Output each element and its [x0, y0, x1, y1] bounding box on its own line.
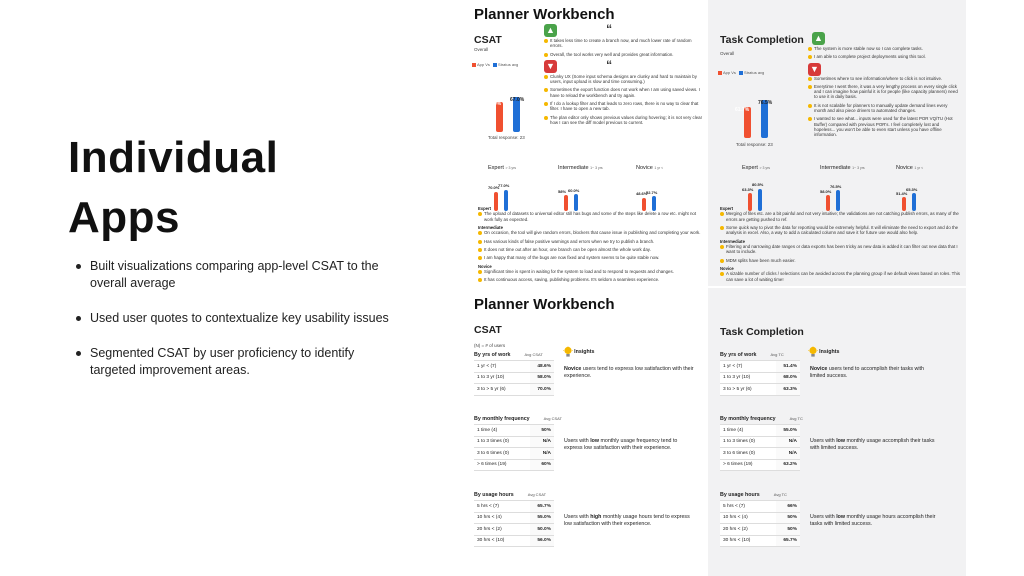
- row-value: 65.7%: [776, 535, 800, 547]
- insight-text: [810, 366, 940, 379]
- group-header: [720, 416, 960, 422]
- insight-text: [810, 438, 940, 451]
- segment-quote: Has various kinds of false positive warnings and errors when we try to publish a branch.: [478, 239, 702, 244]
- row-value: 60%: [530, 459, 554, 471]
- segment-quote: Significant time is spent in waiting for the system to load and to respond to requests and changes.: [478, 269, 702, 274]
- segment-quote: Filtering and narrowing date ranges or data exports has been tricky as new data is added it can filter out new data that I want to include.: [720, 244, 960, 255]
- segment-table: [720, 500, 800, 547]
- bullet-item: Segmented CSAT by user proficiency to identify targeted improvement areas.: [74, 345, 394, 379]
- task-completion-segment-panel: [708, 288, 966, 576]
- insights-label: Insights: [574, 349, 595, 356]
- row-value: 66%: [776, 501, 800, 513]
- bullet-list: [74, 258, 394, 397]
- group-title: By yrs of work: [474, 352, 511, 358]
- bullet-item: Used user quotes to contextualize key usability issues: [74, 310, 394, 327]
- total-response: Total response: 23: [736, 142, 773, 147]
- table-row: [474, 361, 554, 373]
- row-label: 20 hrs < (2): [720, 524, 776, 536]
- segment-quote-heading: Novice: [478, 263, 492, 269]
- insight-post: users tend to accomplish their tasks with limited success.: [810, 366, 924, 379]
- insight-bold: Novice: [564, 366, 582, 372]
- row-label: 10 hrs < (4): [474, 512, 530, 524]
- value-stratus: 76.5%: [758, 100, 773, 107]
- legend-stratus-swatch: [493, 63, 497, 67]
- legend-app-label: App Vs: [723, 70, 736, 75]
- segment-table: [474, 500, 554, 547]
- segment-table: [474, 360, 554, 396]
- metric-title: Task Completion: [720, 34, 804, 46]
- group-header: [474, 416, 704, 422]
- row-value: 65.7%: [530, 501, 554, 513]
- table-row: [474, 512, 554, 524]
- insight-text: [564, 366, 694, 379]
- group-header: [474, 492, 704, 498]
- row-value: 58.0%: [530, 372, 554, 384]
- insight-post: users tend to express low satisfaction with their experience.: [564, 366, 694, 379]
- table-row: [720, 512, 800, 524]
- insight-pre: Users with: [564, 438, 591, 444]
- segment-name: Novice: [636, 165, 653, 171]
- insight-bold: Novice: [810, 366, 828, 372]
- group-header: [720, 492, 960, 498]
- segment-quote-heading: Intermediate: [720, 238, 745, 244]
- column-header: Avg TC: [770, 352, 784, 357]
- group-title: By monthly frequency: [474, 416, 530, 422]
- value-app: 58.0%: [487, 101, 502, 108]
- segment-table: [720, 360, 800, 396]
- table-row: [474, 524, 554, 536]
- table-row: [474, 384, 554, 396]
- column-header: Avg CSAT: [543, 416, 562, 421]
- metric-title: Task Completion: [720, 326, 804, 338]
- segment-quote: It has continuous access, saving, publishing problems. It's seldom a seamless experience.: [478, 277, 702, 282]
- total-response: Total response: 23: [488, 135, 525, 140]
- row-value: N/A: [530, 436, 554, 448]
- row-value: 63.3%: [776, 384, 800, 396]
- segment-tag: 1 yr <: [654, 166, 664, 170]
- quote-mark-icon: “: [606, 22, 613, 36]
- segment-quote-heading: Expert: [478, 206, 492, 211]
- value-app: 70.0%: [488, 185, 500, 191]
- csat-segment-panel: [466, 288, 706, 576]
- row-label: 1 yr < (7): [474, 361, 530, 373]
- insight-post: monthly usage hours tend to express low satisfaction with their experience.: [564, 514, 690, 527]
- table-row: [474, 436, 554, 448]
- value-stratus: 80.5%: [752, 182, 764, 188]
- table-row: [720, 384, 800, 396]
- insight-post: monthly usage accomplish their tasks with limited success.: [810, 438, 935, 451]
- segment-group: [720, 416, 960, 471]
- negative-quote: Everytime I went there, it was a very lengthy process on every single click and I can imagine how painful it is for people (like capacity planners) need to use it in daily basis.: [808, 84, 958, 100]
- group-header: [474, 352, 704, 358]
- segment-quote: Merging of files etc. are a bit painful and not very intuitive; the validations are not catching publish errors, as many of the errors are getting pushed to ref.: [720, 211, 960, 222]
- segment-name: Intermediate: [820, 165, 851, 171]
- row-value: N/A: [776, 448, 800, 460]
- segment-tag: 1~ 3 yrs: [590, 166, 603, 170]
- column-header: Avg CSAT: [527, 492, 547, 497]
- table-row: [474, 501, 554, 513]
- segment-group: [720, 352, 960, 396]
- negative-quote: If I do a lookup filter and that leads to zero rows, there is no way to clear that filter. I have to open a new tab.: [544, 101, 704, 112]
- table-row: [720, 501, 800, 513]
- insight-text: [564, 514, 694, 527]
- value-app: 58%: [558, 188, 567, 194]
- segment-name: Expert: [742, 165, 758, 171]
- legend-stratus-label: Stratus avg: [498, 62, 519, 67]
- segment-group: [474, 416, 704, 471]
- row-label: 1 time (4): [720, 425, 776, 437]
- row-label: 1 to 3 times (0): [474, 436, 530, 448]
- table-row: [474, 459, 554, 471]
- table-row: [474, 448, 554, 460]
- overall-chart: [488, 72, 536, 132]
- legend-app-swatch: [472, 63, 476, 67]
- segment-group: [474, 492, 704, 547]
- segment-quote: MDM splits have been much easier.: [720, 258, 960, 263]
- segment-group: [474, 352, 704, 396]
- insights-label: Insights: [819, 349, 840, 356]
- csat-overview-panel: [466, 0, 706, 286]
- value-app: 48.6%: [636, 191, 648, 197]
- row-label: 30 hrs < (10): [720, 535, 776, 547]
- legend-app-swatch: [718, 71, 722, 75]
- positive-quote: The system is more stable now so I can complete tasks.: [808, 46, 958, 51]
- segment-quote: On occasion, the tool will give random errors, blockers that cause issue in publishing and completing your work.: [478, 230, 702, 235]
- table-row: [720, 436, 800, 448]
- slide-title: Individual Apps: [68, 133, 279, 242]
- quote-mark-icon: “: [606, 57, 613, 72]
- table-row: [720, 425, 800, 437]
- row-value: N/A: [530, 448, 554, 460]
- row-value: 55.0%: [530, 512, 554, 524]
- segment-group: [720, 492, 960, 547]
- value-stratus: 60.0%: [568, 188, 580, 194]
- metric-title: CSAT: [474, 324, 502, 336]
- negative-quote: Clunky UX (Some input schema designs are clunky and hard to maintain by users, input upload is slow and time consuming.): [544, 74, 704, 85]
- row-label: 5 hrs < (7): [720, 501, 776, 513]
- legend: [716, 70, 764, 75]
- value-app: 63.3%: [742, 187, 754, 193]
- table-row: [720, 372, 800, 384]
- row-label: 3 to 6 times (0): [474, 448, 530, 460]
- value-stratus: 65.3%: [906, 186, 918, 192]
- legend-stratus-label: Stratus avg: [744, 70, 765, 75]
- row-value: 50%: [776, 512, 800, 524]
- insight-bold: low: [836, 514, 846, 520]
- segment-quote-heading: Expert: [720, 206, 734, 211]
- segment-quote: The upload of datasets to universal editor still has bugs and some of the steps like delete a row etc. might not work fully as expected.: [478, 211, 702, 222]
- thumbs-down-icon: ▼: [544, 60, 557, 73]
- segment-table: [474, 424, 554, 471]
- insight-text: [564, 438, 694, 451]
- value-app: 58.0%: [820, 188, 832, 194]
- thumbs-up-icon: ▲: [544, 24, 557, 37]
- column-header: Avg TC: [789, 416, 803, 421]
- segment-quote-heading: Intermediate: [478, 225, 503, 230]
- row-label: 10 hrs < (4): [720, 512, 776, 524]
- value-stratus: 77.0%: [498, 183, 510, 189]
- legend-stratus-swatch: [739, 71, 743, 75]
- row-label: 1 to 3 yr (10): [720, 372, 776, 384]
- insight-pre: Users with: [810, 438, 837, 444]
- segment-quote: A sizable number of clicks / selections can be avoided across the planning group if we default views based on roles. This can save a lot of waiting time!: [720, 271, 960, 282]
- row-label: 1 to 3 yr (10): [474, 372, 530, 384]
- table-row: [474, 425, 554, 437]
- legend-app-label: App Vs: [477, 62, 490, 67]
- row-value: 48.6%: [530, 361, 554, 373]
- positive-quote: Overall, the tool works very well and provides great information.: [544, 52, 704, 57]
- row-label: 1 yr < (7): [720, 361, 776, 373]
- negative-quote: It is not scalable for planners to manually update demand lines every month and also piece drivers to automated changes.: [808, 103, 958, 114]
- group-title: By usage hours: [474, 492, 514, 498]
- row-label: 30 hrs < (10): [474, 535, 530, 547]
- table-row: [720, 448, 800, 460]
- segment-charts: [716, 166, 966, 210]
- insight-pre: Users with: [810, 514, 837, 520]
- segment-tag: 1 yr <: [914, 166, 924, 170]
- segment-tag: > 3 yrs: [759, 166, 771, 170]
- thumbs-up-icon: ▲: [812, 32, 825, 45]
- segment-tag: 1~ 3 yrs: [852, 166, 865, 170]
- segment-quote: I am happy that many of the bugs are now fixed and system seems to be quite stable now.: [478, 255, 702, 260]
- row-label: > 6 times (19): [720, 459, 776, 471]
- row-value: 56.0%: [530, 535, 554, 547]
- segment-quote-heading: Novice: [720, 265, 734, 271]
- table-row: [720, 535, 800, 547]
- positive-quote: It takes less time to create a branch now, and much lower rate of random errors.: [544, 38, 704, 49]
- users-note: (N) = # of users: [474, 343, 506, 348]
- table-row: [720, 459, 800, 471]
- legend: [470, 62, 518, 67]
- segment-quotes: [478, 206, 702, 286]
- quotes-block: [544, 24, 704, 128]
- row-label: 20 hrs < (2): [474, 524, 530, 536]
- value-stratus: 67.0%: [510, 97, 525, 104]
- panel-app-title: Planner Workbench: [474, 296, 615, 313]
- segment-name: Novice: [896, 165, 913, 171]
- row-label: 3 to > 5 yr (6): [720, 384, 776, 396]
- row-value: 70.0%: [530, 384, 554, 396]
- row-label: 1 time (4): [474, 425, 530, 437]
- segment-name: Intermediate: [558, 165, 589, 171]
- insight-bold: low: [836, 438, 846, 444]
- task-completion-overview-panel: [708, 0, 966, 286]
- metric-sub: Overall: [474, 47, 489, 52]
- metric-title: CSAT: [474, 34, 502, 46]
- row-value: 50%: [776, 524, 800, 536]
- panel-app-title: Planner Workbench: [474, 6, 615, 23]
- group-title: By usage hours: [720, 492, 760, 498]
- segment-table: [720, 424, 800, 471]
- insight-bold: high: [590, 514, 602, 520]
- group-title: By monthly frequency: [720, 416, 776, 422]
- insight-pre: Users with: [564, 514, 591, 520]
- table-row: [720, 361, 800, 373]
- segment-charts: [476, 166, 706, 210]
- group-title: By yrs of work: [720, 352, 757, 358]
- table-row: [474, 535, 554, 547]
- value-app: 61.7%: [735, 106, 750, 113]
- row-label: 1 to 3 times (0): [720, 436, 776, 448]
- column-header: Avg TC: [773, 492, 787, 497]
- row-value: N/A: [776, 436, 800, 448]
- row-value: 68.0%: [776, 372, 800, 384]
- row-label: 3 to > 5 yr (6): [474, 384, 530, 396]
- value-stratus: 52.7%: [646, 190, 658, 196]
- row-value: 50%: [530, 425, 554, 437]
- thumbs-down-icon: ▼: [808, 63, 821, 76]
- insight-post: monthly usage frequency tend to express low satisfaction with their experience.: [564, 438, 678, 451]
- value-stratus: 76.5%: [830, 183, 842, 189]
- value-app: 51.4%: [896, 190, 908, 196]
- segment-quotes: [720, 206, 960, 285]
- negative-quote: The plan editor only shows previous values during hovering; it is not very clear how I can see the diff model previous to current.: [544, 115, 704, 126]
- row-label: 3 to 6 times (0): [720, 448, 776, 460]
- row-value: 51.4%: [776, 361, 800, 373]
- row-value: 55.0%: [776, 425, 800, 437]
- negative-quote: I wanted to see what... inputs were used for the latest POR VQ/TU (Hot Buffer) compared with previous POR's. I feel completely lost and hopeless... you won't be able to even start unless you have offline information.: [808, 116, 958, 137]
- segment-name: Expert: [488, 165, 504, 171]
- overall-chart: [736, 80, 784, 138]
- quotes-block: [808, 46, 958, 141]
- bullet-item: Built visualizations comparing app-level CSAT to the overall average: [74, 258, 394, 292]
- insight-bold: low: [590, 438, 600, 444]
- segment-quote: Some quick way to pivot the data for reporting would be extremely helpful. It will eliminate the need to export and do the analysis in excel. Also, a way to add a calculated column and save it for future use would also help.: [720, 225, 960, 236]
- row-label: > 6 times (19): [474, 459, 530, 471]
- group-header: [720, 352, 960, 358]
- table-row: [720, 524, 800, 536]
- row-value: 63.2%: [776, 459, 800, 471]
- negative-quote: Sometimes the export function does not work when I am using saved views. I have to reload the workbench and try again.: [544, 87, 704, 98]
- segment-quote: It does not time out after an hour, one branch can be open almost the whole work day.: [478, 247, 702, 252]
- row-value: 50.0%: [530, 524, 554, 536]
- row-label: 5 hrs < (7): [474, 501, 530, 513]
- insight-text: [810, 514, 940, 527]
- negative-quote: Sometimes where to see information/where to click is not intuitive.: [808, 76, 958, 81]
- segment-tag: > 3 yrs: [505, 166, 517, 170]
- metric-sub: Overall: [720, 51, 735, 56]
- insight-post: monthly usage hours accomplish their tasks with limited success.: [810, 514, 936, 527]
- table-row: [474, 372, 554, 384]
- positive-quote: I am able to complete project deployments using this tool.: [808, 54, 958, 59]
- column-header: Avg CSAT: [524, 352, 543, 357]
